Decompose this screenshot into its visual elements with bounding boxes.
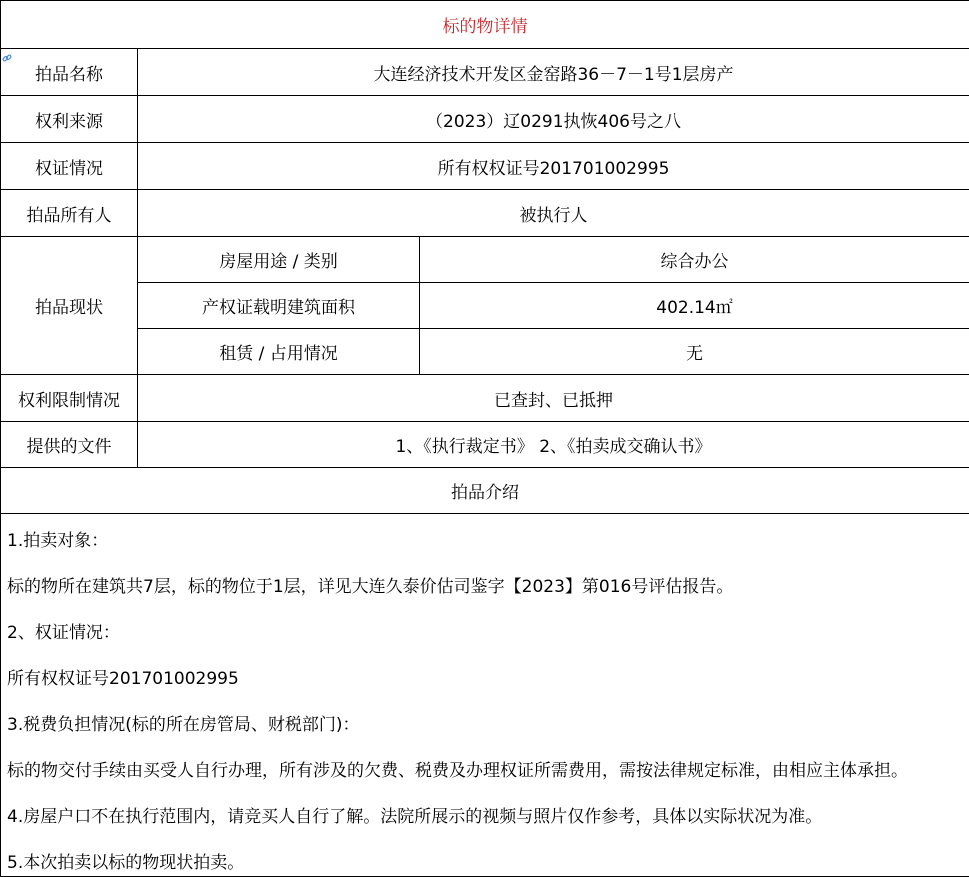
row-item-name: [1, 49, 969, 96]
restrictions-value: 已查封、已抵押: [138, 375, 969, 422]
lease-label: 租赁 / 占用情况: [138, 329, 420, 375]
intro-paragraph: 标的物所在建筑共7层，标的物位于1层，详见大连久泰价估司鉴字【2023】第016号评估报告。: [7, 577, 734, 597]
intro-heading: 拍品介绍: [1, 468, 969, 514]
row-documents: [1, 422, 969, 468]
row-status-lease: [1, 329, 969, 375]
item-name-label: 拍品名称: [1, 49, 138, 96]
intro-paragraph: 3.税费负担情况(标的所在房管局、财税部门)：: [7, 715, 360, 735]
lease-value: 无: [420, 329, 969, 375]
owner-value: 被执行人: [138, 190, 969, 237]
intro-paragraph: 标的物交付手续由买受人自行办理，所有涉及的欠费、税费及办理权证所需费用，需按法律规定标准，由相应主体承担。: [7, 761, 908, 781]
row-rights-source: [1, 96, 969, 143]
intro-paragraph: 2、权证情况：: [7, 623, 120, 643]
link-icon: [2, 53, 12, 63]
documents-label: 提供的文件: [1, 422, 138, 468]
intro-paragraph: 5.本次拍卖以标的物现状拍卖。: [7, 853, 245, 873]
intro-body: [1, 514, 969, 877]
certificate-value: 所有权权证号201701002995: [138, 143, 969, 190]
certificate-label: 权证情况: [1, 143, 138, 190]
intro-paragraph: 1.拍卖对象：: [7, 531, 109, 551]
documents-value: 1、《执行裁定书》 2、《拍卖成交确认书》: [138, 422, 969, 468]
restrictions-label: 权利限制情况: [1, 375, 138, 422]
owner-label: 拍品所有人: [1, 190, 138, 237]
intro-paragraph: 所有权权证号201701002995: [7, 669, 239, 689]
row-status-usage: [1, 237, 969, 283]
intro-paragraph: 4.房屋户口不在执行范围内，请竞买人自行了解。法院所展示的视频与照片仅作参考，具体以实际状况为准。: [7, 807, 823, 827]
area-value: 402.14㎡: [420, 283, 969, 329]
area-label: 产权证载明建筑面积: [138, 283, 420, 329]
item-name-value: 大连经济技术开发区金窑路36－7－1号1层房产: [138, 49, 969, 96]
rights-source-value: （2023）辽0291执恢406号之八: [138, 96, 969, 143]
row-restrictions: [1, 375, 969, 422]
usage-label: 房屋用途 / 类别: [138, 237, 420, 283]
rights-source-label: 权利来源: [1, 96, 138, 143]
row-certificate: [1, 143, 969, 190]
page-title: 标的物详情: [1, 1, 969, 49]
row-owner: [1, 190, 969, 237]
row-status-area: [1, 283, 969, 329]
status-label: 拍品现状: [1, 237, 138, 375]
usage-value: 综合办公: [420, 237, 969, 283]
